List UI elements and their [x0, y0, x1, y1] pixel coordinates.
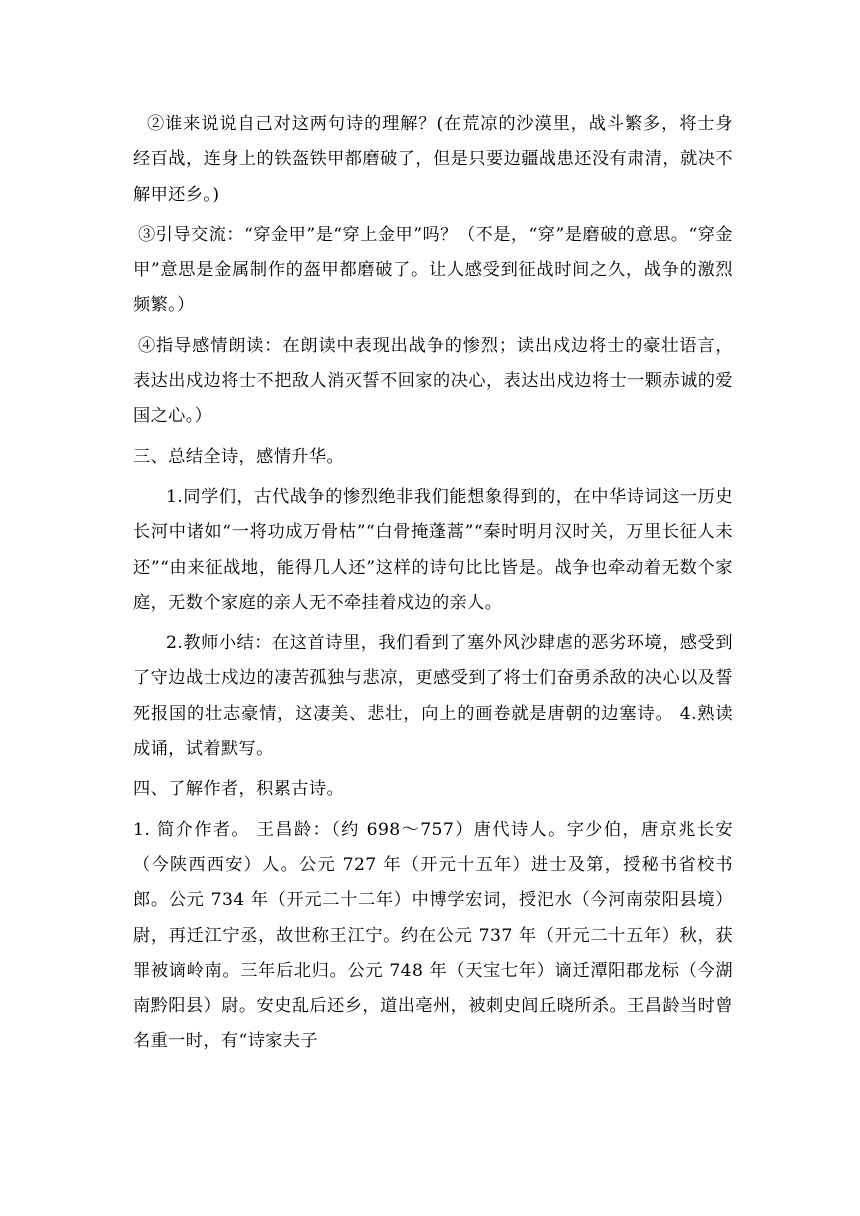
section-heading-author: 四、了解作者，积累古诗。 [133, 779, 345, 800]
paragraph-reading-guidance: ④指导感情朗读：在朗读中表现出战争的惨烈；读出戍边将士的豪壮语言，表达出戍边将士不把敌人消灭誓不回家的决心，表达出戍边将士一颗赤诚的爱国之心。） [133, 335, 733, 427]
paragraph-poem-interpretation: ②谁来说说自己对这两句诗的理解？(在荒凉的沙漠里，战斗繁多，将士身经百战，连身上的铁盔铁甲都磨破了，但是只要边疆战患还没有肃清，就决不解甲还乡。) [133, 114, 733, 205]
paragraph-author-intro: 1. 简介作者。 王昌龄：（约 698～757）唐代诗人。字少伯，唐京兆长安（今陕西西安）人。公元 727 年（开元十五年）进士及第，授秘书省校书郎。公元 734 年（开元二十二年）中博学宏词，授汜水（今河南荥阳县境）尉，再迁江宁丞，故世称王江宁。约在公元 737 年（开元二十五年）秋，获罪被谪岭南。三年后北归。公元 748 年（天宝七年）谪迁潭阳郡龙标（今湖南黔阳县）尉。安史乱后还乡，道出亳州，被刺史闾丘晓所杀。王昌龄当时曾名重一时，有“诗家夫子 [133, 819, 733, 1052]
section-heading-summary: 三、总结全诗，感情升华。 [133, 446, 345, 467]
document-body [133, 107, 733, 1060]
paragraph-guided-discussion: ③引导交流：“穿金甲”是“穿上金甲”吗？（不是，“穿”是磨破的意思。“穿金甲”意思是金属制作的盔甲都磨破了。让人感受到征战时间之久，战争的激烈频繁。） [133, 224, 733, 316]
paragraph-ancient-war: 1.同学们，古代战争的惨烈绝非我们能想象得到的，在中华诗词这一历史长河中诸如“一将功成万骨枯”“白骨掩蓬蒿”“秦时明月汉时关，万里长征人未还”“由来征战地，能得几人还”这样的诗句比比皆是。战争也牵动着无数个家庭，无数个家庭的亲人无不牵挂着戍边的亲人。 [133, 486, 733, 613]
paragraph-teacher-summary: 2.教师小结：在这首诗里，我们看到了塞外风沙肆虐的恶劣环境，感受到了守边战士戍边的凄苦孤独与悲凉，更感受到了将士们奋勇杀敌的决心以及誓死报国的壮志豪情，这凄美、悲壮，向上的画卷就是唐朝的边塞诗。 4.熟读成诵，试着默写。 [133, 633, 733, 760]
